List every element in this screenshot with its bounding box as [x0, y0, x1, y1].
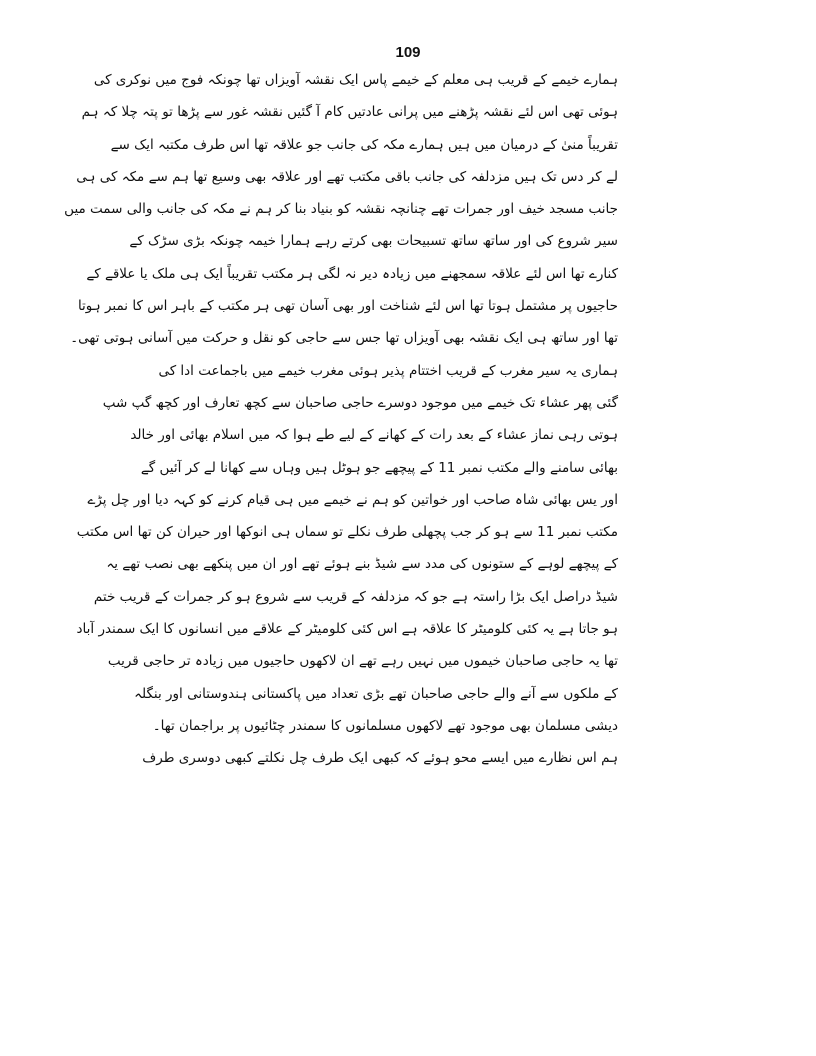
text-line-21: دیشی مسلمان بھی موجود تھے لاکھوں مسلمانوں کا سمندر چٹائیوں پر براجمان تھا۔ [152, 717, 618, 734]
text-line-4: لے کر دس تک ہیں مزدلفہ کی جانب باقی مکتب تھے اور علاقہ بھی وسیع تھا ہم سے مکہ کی ہی [76, 168, 618, 185]
text-line-15: مکتب نمبر 11 سے ہو کر جب پچھلی طرف نکلے تو سماں ہی انوکھا اور حیران کن تھا اس مکتب [76, 524, 618, 541]
text-line-7: کنارے تھا اس لئے علاقہ سمجھنے میں زیادہ دیر نہ لگی ہر مکتب تقریباً ایک ہی ملک یا علاقے کے [86, 265, 618, 282]
text-line-18: ہو جاتا ہے یہ کئی کلومیٹر کا علاقہ ہے اس کئی کلومیٹر کے علاقے میں انسانوں کا ایک سمندر آباد [76, 621, 618, 638]
text-line-16: کے پیچھے لوہے کے ستونوں کی مدد سے شیڈ بنے ہوئے تھے اور ان میں پنکھے بھی نصب تھے یہ [106, 556, 618, 573]
text-line-5: جانب مسجد خیف اور جمرات تھے چنانچہ نقشہ کو بنیاد بنا کر ہم نے مکہ کی جانب والی سمت میں [64, 201, 618, 218]
text-line-22: ہم اس نظارے میں ایسے محو ہوئے کہ کبھی ایک طرف چل نکلتے کبھی دوسری طرف [142, 750, 618, 767]
text-line-14: اور یس بھائی شاہ صاحب اور خواتین کو ہم نے خیمے میں ہی قیام کرنے کو کہہ دیا اور چل پڑے [87, 491, 618, 508]
body-text [64, 64, 618, 775]
text-line-10: ہماری یہ سیر مغرب کے قریب اختتام پذیر ہوئی مغرب خیمے میں باجماعت ادا کی [158, 362, 618, 379]
text-line-19: تھا یہ حاجی صاحبان خیموں میں نہیں رہے تھے ان لاکھوں حاجیوں میں زیادہ تر حاجی قریب [107, 653, 618, 670]
page-number: 109 [395, 44, 421, 61]
text-line-8: حاجیوں پر مشتمل ہوتا تھا اس لئے شناخت اور بھی آسان تھی ہر مکتب کے باہر اس کا نمبر ہوتا [77, 298, 618, 315]
text-line-9: تھا اور ساتھ ہی ایک نقشہ بھی آویزاں تھا جس سے حاجی کو نقل و حرکت میں آسانی ہوتی تھی۔ [70, 330, 618, 347]
text-line-2: ہوئی تھی اس لئے نقشہ پڑھنے میں پرانی عادتیں کام آ گئیں نقشہ غور سے پڑھا تو پتہ چلا کہ ہم [81, 104, 618, 121]
text-line-3: تقریباً منیٰ کے درمیان میں ہیں ہمارے مکہ کی جانب جو علاقہ تھا اس طرف مکتبہ ایک سے [110, 136, 618, 153]
text-line-11: گئی پھر عشاء تک خیمے میں موجود دوسرے حاجی صاحبان سے کچھ تعارف اور کچھ گپ شپ [102, 394, 618, 411]
text-line-17: شیڈ دراصل ایک بڑا راستہ ہے جو کہ مزدلفہ کے قریب سے شروع ہو کر جمرات کے قریب ختم [93, 588, 618, 605]
text-line-20: کے ملکوں سے آنے والے حاجی صاحبان تھے بڑی تعداد میں پاکستانی ہندوستانی اور بنگلہ [134, 685, 618, 702]
text-line-13: بھائی سامنے والے مکتب نمبر 11 کے پیچھے جو ہوٹل ہیں وہاں سے کھانا لے کر آئیں گے [140, 459, 618, 476]
text-line-12: ہوتی رہی نماز عشاء کے بعد رات کے کھانے کے لیے طے ہوا کہ میں اسلام بھائی اور خالد [130, 427, 618, 444]
text-line-6: سیر شروع کی اور ساتھ ساتھ تسبیحات بھی کرتے رہے ہمارا خیمہ چونکہ بڑی سڑک کے [129, 233, 618, 250]
text-line-1: ہمارے خیمے کے قریب ہی معلم کے خیمے پاس ایک نقشہ آویزاں تھا چونکہ فوج میں نوکری کی [93, 72, 618, 88]
